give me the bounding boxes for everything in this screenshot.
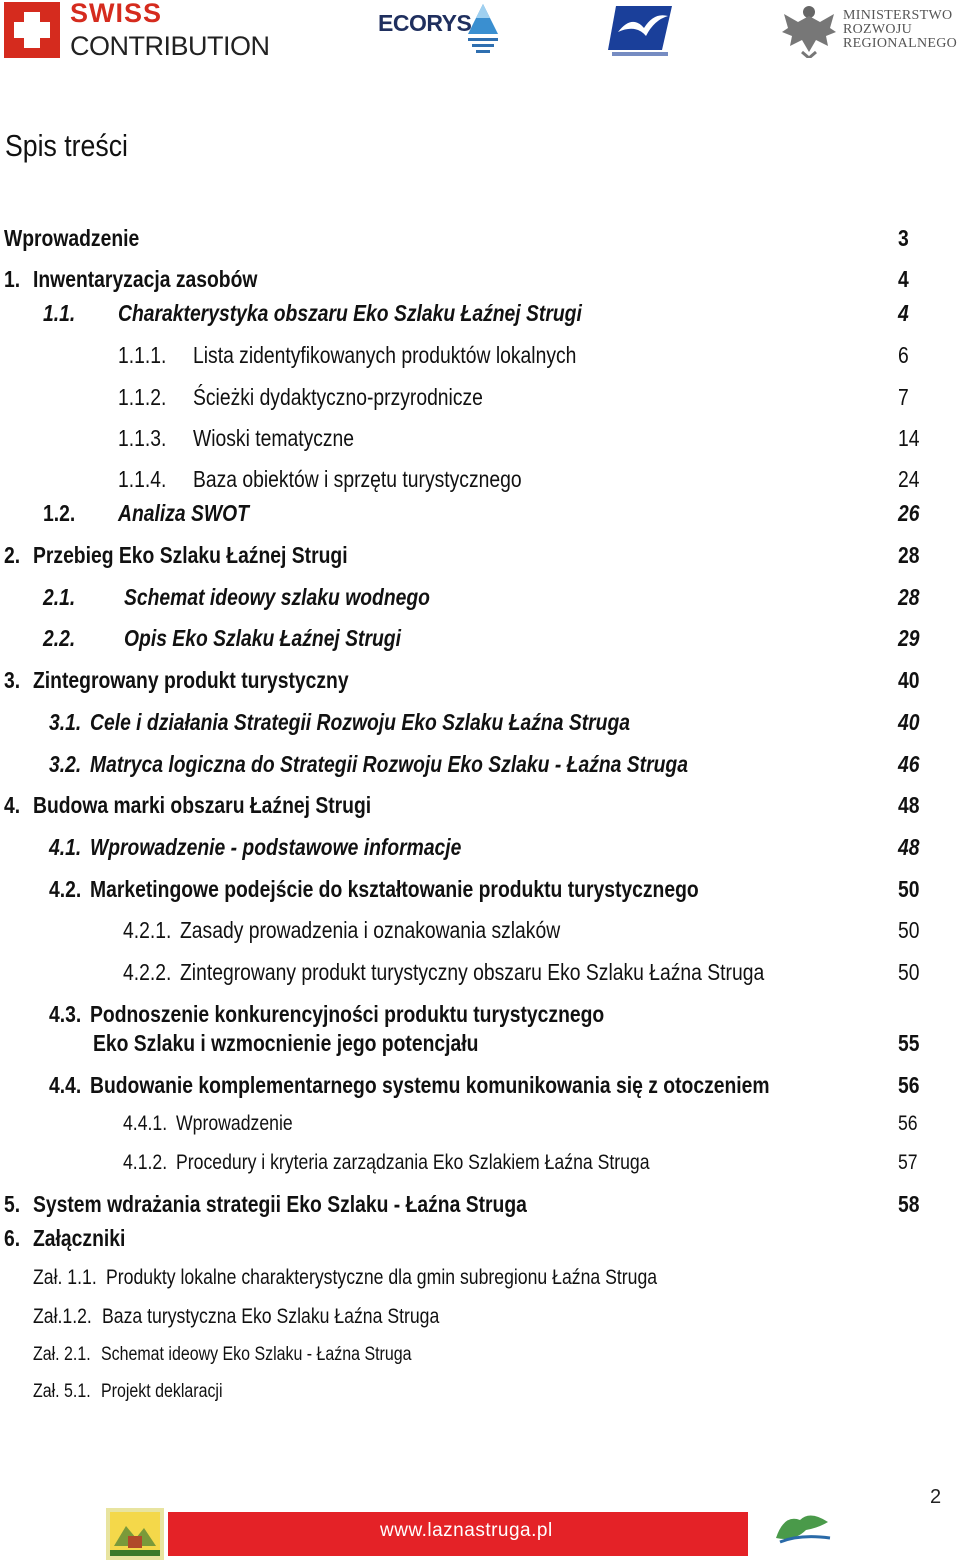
swiss-flag-icon — [4, 2, 60, 58]
toc-entry[interactable] — [0, 747, 960, 781]
page-title: Spis treści — [5, 128, 128, 163]
toc-entry-number: 4.2. — [49, 876, 82, 902]
toc-entry[interactable] — [0, 1187, 960, 1221]
toc-entry-text: Schemat ideowy szlaku wodnego — [124, 584, 430, 610]
toc-attachment-text: Schemat ideowy Eko Szlaku - Łaźna Struga — [101, 1344, 412, 1365]
toc-entry[interactable] — [0, 462, 960, 496]
eko-szlak-logo — [770, 1508, 836, 1560]
toc-entry-text: Charakterystyka obszaru Eko Szlaku Łaźnej Strugi — [118, 300, 582, 326]
toc-entry-number: 2.1. — [43, 584, 76, 610]
toc-entry-text: Lista zidentyfikowanych produktów lokalnych — [193, 342, 577, 368]
toc-entry-page: 4 — [898, 300, 909, 326]
toc-entry[interactable] — [0, 262, 960, 296]
toc-entry-number: 3.2. — [49, 751, 82, 777]
toc-entry[interactable] — [0, 296, 960, 330]
toc-entry-number: 4.1.2. — [123, 1151, 168, 1174]
toc-entry-number: 4. — [4, 792, 21, 818]
toc-entry[interactable] — [0, 621, 960, 655]
toc-entry-page: 58 — [898, 1191, 920, 1217]
toc-entry[interactable] — [0, 830, 960, 864]
toc-attachment-number: Zał. 5.1. — [33, 1381, 91, 1402]
toc-entry[interactable] — [0, 1068, 960, 1102]
local-partner-logo — [106, 1508, 164, 1560]
toc-entry[interactable] — [0, 380, 960, 414]
toc-attachment-number: Zał.1.2. — [33, 1305, 92, 1328]
toc-entry-page: 7 — [898, 384, 909, 410]
toc-entry[interactable] — [0, 705, 960, 739]
toc-entry-text: Budowa marki obszaru Łaźnej Strugi — [33, 792, 372, 818]
toc-entry-number: 3. — [4, 667, 21, 693]
toc-entry-page: 50 — [898, 917, 920, 943]
toc-entry-text: Zintegrowany produkt turystyczny obszaru Eko Szlaku Łaźna Struga — [180, 959, 765, 985]
toc-entry-number: 6. — [4, 1225, 21, 1251]
toc-entry-number: 4.1. — [49, 834, 82, 860]
toc-attachment-text: Baza turystyczna Eko Szlaku Łaźna Struga — [102, 1305, 440, 1328]
toc-attachment-number: Zał. 2.1. — [33, 1344, 91, 1365]
toc-entry-page: 48 — [898, 792, 920, 818]
toc-attachment[interactable] — [0, 1261, 960, 1295]
swiss-logo-line2: CONTRIBUTION — [70, 31, 270, 61]
toc-entry[interactable] — [0, 338, 960, 372]
toc-entry-number: 4.2.1. — [123, 917, 172, 943]
toc-entry[interactable] — [0, 663, 960, 697]
toc-entry-number: 4.3. — [49, 1001, 82, 1027]
toc-entry-text: Matryca logiczna do Strategii Rozwoju Eko Szlaku - Łaźna Struga — [90, 751, 688, 777]
toc-entry-number: 3.1. — [49, 709, 82, 735]
toc-entry-page: 56 — [898, 1112, 918, 1135]
toc-entry-page: 24 — [898, 466, 920, 492]
toc-attachment[interactable] — [0, 1375, 960, 1409]
ministry-logo-line2: ROZWOJU — [843, 22, 912, 37]
toc-entry[interactable] — [0, 580, 960, 614]
swiss-logo-line1: SWISS — [70, 0, 163, 28]
toc-entry-page: 57 — [898, 1151, 918, 1174]
ecorys-logo-text: ECORYS — [378, 10, 472, 36]
toc-entry-page: 28 — [898, 584, 920, 610]
toc-entry-text: Podnoszenie konkurencyjności produktu turystycznego — [90, 1001, 605, 1027]
toc-entry-text: Zintegrowany produkt turystyczny — [33, 667, 349, 693]
bird-emblem-logo — [606, 2, 676, 58]
toc-entry-number: 1.1.2. — [118, 384, 167, 410]
toc-entry-text: Cele i działania Strategii Rozwoju Eko Szlaku Łaźna Struga — [90, 709, 631, 735]
toc-entry-text: Opis Eko Szlaku Łaźnej Strugi — [124, 625, 401, 651]
partner-badge-icon — [106, 1508, 164, 1560]
toc-entry-text: System wdrażania strategii Eko Szlaku - Łaźna Struga — [33, 1191, 527, 1217]
swiss-contribution-logo — [4, 0, 284, 61]
toc-entry-page: 3 — [898, 225, 909, 251]
ministry-logo — [780, 2, 960, 58]
toc-entry-page: 56 — [898, 1072, 920, 1098]
toc-entry[interactable] — [0, 496, 960, 530]
toc-entry-text: Ścieżki dydaktyczno-przyrodnicze — [193, 384, 483, 410]
toc-entry-page: 40 — [898, 709, 920, 735]
page-header — [0, 0, 960, 64]
toc-entry-number: 5. — [4, 1191, 21, 1217]
toc-entry-page: 55 — [898, 1030, 920, 1056]
toc-entry[interactable] — [0, 955, 960, 989]
toc-entry-page: 50 — [898, 959, 920, 985]
toc-entry-page: 46 — [898, 751, 920, 777]
toc-entry-page: 28 — [898, 542, 920, 568]
toc-entry-page: 14 — [898, 425, 920, 451]
ministry-logo-line1: MINISTERSTWO — [843, 8, 953, 23]
seagull-icon — [606, 2, 676, 58]
toc-entry[interactable] — [0, 913, 960, 947]
footer-url[interactable]: www.laznastruga.pl — [380, 1520, 553, 1541]
page-number: 2 — [930, 1486, 942, 1508]
toc-entry-number: 2.2. — [43, 625, 76, 651]
toc-entry-text: Inwentaryzacja zasobów — [33, 266, 258, 292]
toc-entry-page: 4 — [898, 266, 909, 292]
toc-attachment-text: Produkty lokalne charakterystyczne dla gmin subregionu Łaźna Struga — [106, 1266, 658, 1289]
leaf-emblem-icon — [770, 1508, 836, 1548]
toc-attachment[interactable] — [0, 1338, 960, 1372]
toc-entry[interactable] — [0, 538, 960, 572]
toc-attachment-text: Projekt deklaracji — [101, 1381, 223, 1402]
toc-entry-number: 1. — [4, 266, 21, 292]
toc-entry[interactable] — [0, 788, 960, 822]
toc-entry-number: 1.2. — [43, 500, 76, 526]
toc-entry[interactable] — [0, 1107, 960, 1141]
toc-entry-text: Wprowadzenie - podstawowe informacje — [90, 834, 462, 860]
toc-entry-text: Zasady prowadzenia i oznakowania szlaków — [180, 917, 561, 943]
toc-entry-text: Wioski tematyczne — [193, 425, 355, 451]
toc-entry-number: 1.1.3. — [118, 425, 167, 451]
ecorys-logo — [378, 2, 504, 58]
toc-attachment-number: Zał. 1.1. — [33, 1266, 97, 1289]
toc-entry-text: Wprowadzenie — [176, 1112, 293, 1135]
toc-entry-text: Procedury i kryteria zarządzania Eko Szlakiem Łaźna Struga — [176, 1151, 650, 1174]
ministry-logo-line3: REGIONALNEGO — [843, 36, 958, 51]
toc-entry-number: 4.4.1. — [123, 1112, 168, 1135]
toc-entry-text: Załączniki — [33, 1225, 126, 1251]
toc-attachment[interactable] — [0, 1300, 960, 1334]
toc-entry-text: Analiza SWOT — [118, 500, 249, 526]
toc-entry[interactable] — [0, 1146, 960, 1180]
toc-entry-page: 26 — [898, 500, 920, 526]
toc-entry-page: 6 — [898, 342, 909, 368]
toc-entry-number: 1.1.4. — [118, 466, 167, 492]
toc-entry-number: Wprowadzenie — [4, 225, 140, 251]
toc-entry[interactable] — [0, 421, 960, 455]
toc-entry-page: 48 — [898, 834, 920, 860]
toc-entry-text: Baza obiektów i sprzętu turystycznego — [193, 466, 522, 492]
toc-entry[interactable] — [0, 221, 960, 255]
toc-entry-text: Budowanie komplementarnego systemu komunikowania się z otoczeniem — [90, 1072, 770, 1098]
toc-entry-page: 29 — [898, 625, 920, 651]
toc-entry-text: Przebieg Eko Szlaku Łaźnej Strugi — [33, 542, 348, 568]
toc-entry[interactable] — [0, 1221, 960, 1255]
toc-entry-page: 40 — [898, 667, 920, 693]
toc-entry-number: 2. — [4, 542, 21, 568]
ecorys-mountain-icon — [466, 2, 500, 58]
toc-entry[interactable] — [0, 872, 960, 906]
toc-entry-text: Marketingowe podejście do kształtowanie produktu turystycznego — [90, 876, 699, 902]
toc-entry-number: 4.2.2. — [123, 959, 172, 985]
toc-entry-number: 4.4. — [49, 1072, 82, 1098]
toc-entry-continued[interactable] — [0, 1026, 960, 1060]
toc-entry-number: 1.1. — [43, 300, 76, 326]
toc-entry-page: 50 — [898, 876, 920, 902]
toc-entry-text: Eko Szlaku i wzmocnienie jego potencjału — [93, 1030, 479, 1056]
footer-url-bar — [168, 1512, 748, 1556]
toc-entry-number: 1.1.1. — [118, 342, 167, 368]
eagle-emblem-icon — [780, 2, 838, 58]
